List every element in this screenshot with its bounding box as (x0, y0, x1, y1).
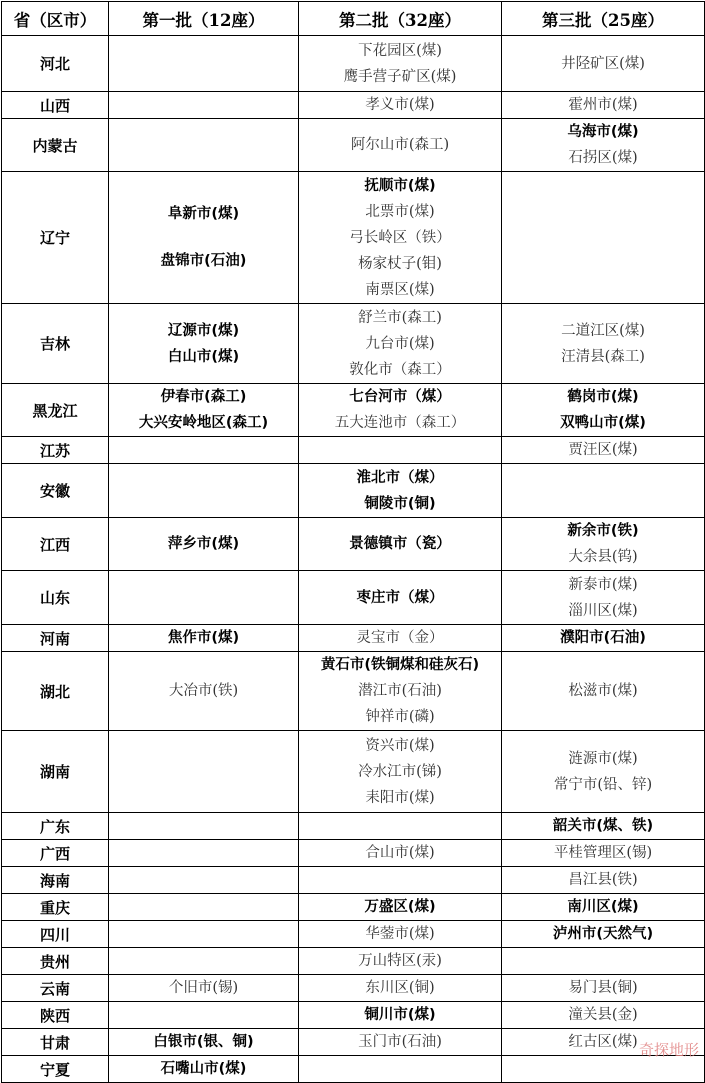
table-row (2, 652, 705, 731)
city-entry: 东川区(铜) (365, 980, 435, 996)
table-row (2, 464, 705, 518)
batch-cell-b1 (109, 840, 299, 867)
city-entry: 南票区(煤) (365, 281, 435, 298)
province-cell: 广西 (2, 840, 109, 867)
batch-cell-b2 (299, 731, 502, 813)
table-row (2, 948, 705, 975)
city-entry: 阿尔山市(森工) (350, 137, 450, 153)
province-cell: 河北 (2, 36, 109, 92)
province-cell: 重庆 (2, 894, 109, 921)
table-row (2, 304, 705, 384)
city-entry: 枣庄市（煤） (356, 589, 444, 606)
province-cell: 陕西 (2, 1002, 109, 1029)
batch-cell-b3 (502, 921, 705, 948)
city-entry: 新余市(铁) (567, 523, 639, 539)
batch-cell-b1 (109, 92, 299, 119)
batch-cell-b2 (299, 571, 502, 625)
batch-cell-b2 (299, 813, 502, 840)
city-entry: 鹰手营子矿区(煤) (343, 68, 457, 85)
batch-cell-b2 (299, 948, 502, 975)
batch-cell-b1 (109, 813, 299, 840)
watermark: 奇探地形 (638, 1041, 699, 1059)
city-entry: 汪清县(森工) (561, 348, 645, 365)
batch-cell-b1 (109, 894, 299, 921)
batch-cell-b3 (502, 975, 705, 1002)
city-entry: 九台市(煤) (365, 335, 435, 352)
batch-cell-b2 (299, 840, 502, 867)
batch-cell-b1 (109, 1002, 299, 1029)
city-entry: 南川区(煤) (567, 899, 639, 915)
batch-cell-b3 (502, 172, 705, 304)
batch-cell-b3 (502, 731, 705, 813)
batch-cell-b1 (109, 652, 299, 731)
city-entry: 韶关市(煤、铁) (552, 818, 654, 834)
batch-cell-b3 (502, 625, 705, 652)
city-entry: 钟祥市(磷) (365, 709, 435, 725)
city-entry: 常宁市(铅、锌) (553, 776, 653, 793)
batch-cell-b2 (299, 625, 502, 652)
table-row (2, 36, 705, 92)
city-entry: 贾汪区(煤) (568, 442, 638, 458)
city-entry: 灵宝市（金） (356, 630, 444, 646)
batch-cell-b1 (109, 625, 299, 652)
batch-cell-b1 (109, 172, 299, 304)
batch-cell-b2 (299, 304, 502, 384)
table-row (2, 518, 705, 571)
city-entry: 七台河市（煤） (349, 389, 451, 405)
table-row (2, 571, 705, 625)
batch-cell-b3 (502, 518, 705, 571)
batch-cell-b1 (109, 1056, 299, 1083)
province-cell: 湖南 (2, 731, 109, 813)
city-entry: 弓长岭区（铁） (349, 229, 451, 246)
cell-spacer (109, 227, 298, 248)
table-row (2, 384, 705, 437)
city-entry: 二道江区(煤) (561, 322, 645, 339)
batch-cell-b1 (109, 304, 299, 384)
city-entry: 杨家杖子(钼) (358, 255, 442, 272)
city-entry: 五大连池市（森工） (334, 415, 466, 431)
batch-cell-b2 (299, 92, 502, 119)
table-row (2, 894, 705, 921)
table-row (2, 840, 705, 867)
city-entry: 红古区(煤) (568, 1034, 638, 1050)
batch-cell-b2 (299, 36, 502, 92)
city-entry: 松滋市(煤) (568, 683, 638, 699)
city-entry: 濮阳市(石油) (560, 630, 646, 646)
city-entry: 抚顺市(煤) (364, 177, 436, 194)
city-entry: 个旧市(锡) (168, 980, 239, 996)
city-entry: 鹤岗市(煤) (567, 389, 639, 405)
city-entry: 新泰市(煤) (568, 576, 638, 593)
table-row (2, 975, 705, 1002)
header-batch-2: 第二批（32座） (299, 2, 502, 36)
city-entry: 白银市(银、铜) (153, 1034, 254, 1050)
province-cell: 广东 (2, 813, 109, 840)
batch-cell-b2 (299, 172, 502, 304)
batch-cell-b1 (109, 119, 299, 172)
city-entry: 双鸭山市(煤) (560, 415, 646, 431)
batch-cell-b2 (299, 894, 502, 921)
batch-cell-b2 (299, 384, 502, 437)
batch-cell-b2 (299, 867, 502, 894)
province-cell: 辽宁 (2, 172, 109, 304)
batch-cell-b2 (299, 1002, 502, 1029)
table-row (2, 92, 705, 119)
city-entry: 潜江市(石油) (358, 683, 442, 699)
batch-cell-b3 (502, 36, 705, 92)
city-entry: 资兴市(煤) (365, 737, 435, 754)
city-entry: 辽源市(煤) (167, 322, 240, 339)
batch-cell-b2 (299, 1056, 502, 1083)
batch-cell-b3 (502, 92, 705, 119)
batch-cell-b2 (299, 464, 502, 518)
batch-cell-b1 (109, 1029, 299, 1056)
batch-cell-b3 (502, 948, 705, 975)
province-cell: 安徽 (2, 464, 109, 518)
city-entry: 平桂管理区(锡) (553, 845, 653, 861)
batch-cell-b2 (299, 1029, 502, 1056)
city-entry: 石嘴山市(煤) (160, 1061, 247, 1077)
city-entry: 白山市(煤) (167, 348, 240, 365)
city-entry: 涟源市(煤) (568, 750, 638, 767)
city-entry: 盘锦市(石油) (160, 253, 247, 269)
city-entry: 敦化市（森工） (349, 361, 451, 378)
city-entry: 冷水江市(锑) (358, 763, 442, 780)
header-province: 省（区市） (2, 2, 109, 36)
city-entry: 泸州市(天然气) (552, 926, 654, 942)
city-entry: 舒兰市(森工) (358, 309, 442, 326)
province-cell: 海南 (2, 867, 109, 894)
city-entry: 万山特区(汞) (358, 953, 442, 969)
table-header-row (2, 2, 705, 36)
city-entry: 萍乡市(煤) (167, 536, 240, 552)
table-row (2, 731, 705, 813)
city-entry: 焦作市(煤) (167, 630, 240, 646)
city-entry: 黄石市(铁铜煤和硅灰石) (320, 657, 480, 673)
city-entry: 昌江县(铁) (568, 872, 638, 888)
province-cell: 云南 (2, 975, 109, 1002)
province-cell: 宁夏 (2, 1056, 109, 1083)
batch-cell-b1 (109, 571, 299, 625)
batch-cell-b3 (502, 813, 705, 840)
batch-cell-b2 (299, 652, 502, 731)
table-row (2, 1056, 705, 1083)
batch-cell-b1 (109, 464, 299, 518)
batch-cell-b3 (502, 894, 705, 921)
province-cell: 黑龙江 (2, 384, 109, 437)
batch-cell-b3 (502, 304, 705, 384)
batch-cell-b1 (109, 975, 299, 1002)
province-cell: 贵州 (2, 948, 109, 975)
batch-cell-b3 (502, 119, 705, 172)
batch-cell-b1 (109, 921, 299, 948)
city-entry: 华蓥市(煤) (365, 926, 435, 942)
batch-cell-b2 (299, 975, 502, 1002)
table-row (2, 119, 705, 172)
batch-cell-b3 (502, 384, 705, 437)
city-entry: 下花园区(煤) (358, 42, 442, 59)
batch-cell-b3 (502, 867, 705, 894)
batch-cell-b2 (299, 119, 502, 172)
city-entry: 淄川区(煤) (568, 602, 638, 619)
batch-cell-b3 (502, 652, 705, 731)
city-entry: 铜川市(煤) (364, 1007, 436, 1023)
batch-cell-b1 (109, 867, 299, 894)
city-entry: 铜陵市(铜) (364, 495, 436, 512)
province-cell: 江苏 (2, 437, 109, 464)
batch-cell-b1 (109, 437, 299, 464)
table-row (2, 625, 705, 652)
table-row (2, 437, 705, 464)
city-entry: 石拐区(煤) (568, 150, 638, 166)
city-entry: 景德镇市（瓷） (349, 536, 451, 552)
city-entry: 北票市(煤) (365, 203, 435, 220)
city-entry: 淮北市（煤） (356, 469, 444, 486)
province-cell: 吉林 (2, 304, 109, 384)
header-batch-3: 第三批（25座） (502, 2, 705, 36)
city-entry: 潼关县(金) (568, 1007, 638, 1023)
province-cell: 四川 (2, 921, 109, 948)
table-row (2, 867, 705, 894)
batch-cell-b2 (299, 437, 502, 464)
city-entry: 大兴安岭地区(森工) (138, 415, 269, 431)
batch-cell-b3 (502, 571, 705, 625)
province-cell: 山西 (2, 92, 109, 119)
batch-cell-b1 (109, 731, 299, 813)
city-entry: 伊春市(森工) (160, 389, 247, 405)
city-entry: 大冶市(铁) (168, 683, 239, 699)
batch-cell-b1 (109, 384, 299, 437)
batch-cell-b1 (109, 518, 299, 571)
table-row (2, 921, 705, 948)
city-entry: 井陉矿区(煤) (561, 55, 645, 72)
province-cell: 河南 (2, 625, 109, 652)
province-cell: 湖北 (2, 652, 109, 731)
province-cell: 江西 (2, 518, 109, 571)
batch-cell-b3 (502, 840, 705, 867)
table-row (2, 813, 705, 840)
city-entry: 大余县(钨) (568, 549, 638, 565)
batch-cell-b3 (502, 464, 705, 518)
table-row (2, 1002, 705, 1029)
city-entry: 万盛区(煤) (364, 899, 436, 915)
table-row (2, 172, 705, 304)
province-cell: 山东 (2, 571, 109, 625)
city-entry: 耒阳市(煤) (365, 789, 435, 806)
batch-cell-b2 (299, 921, 502, 948)
table-row (2, 1029, 705, 1056)
city-entry: 易门县(铜) (568, 980, 638, 996)
resource-city-table (1, 1, 705, 1083)
batch-cell-b2 (299, 518, 502, 571)
batch-cell-b1 (109, 948, 299, 975)
batch-cell-b1 (109, 36, 299, 92)
province-cell: 内蒙古 (2, 119, 109, 172)
city-entry: 合山市(煤) (365, 845, 435, 861)
city-entry: 玉门市(石油) (358, 1034, 442, 1050)
province-cell: 甘肃 (2, 1029, 109, 1056)
city-entry: 阜新市(煤) (167, 206, 240, 222)
city-entry: 霍州市(煤) (568, 97, 638, 113)
city-entry: 孝义市(煤) (365, 97, 435, 113)
batch-cell-b3 (502, 1002, 705, 1029)
batch-cell-b3 (502, 437, 705, 464)
header-batch-1: 第一批（12座） (109, 2, 299, 36)
city-entry: 乌海市(煤) (567, 124, 639, 140)
